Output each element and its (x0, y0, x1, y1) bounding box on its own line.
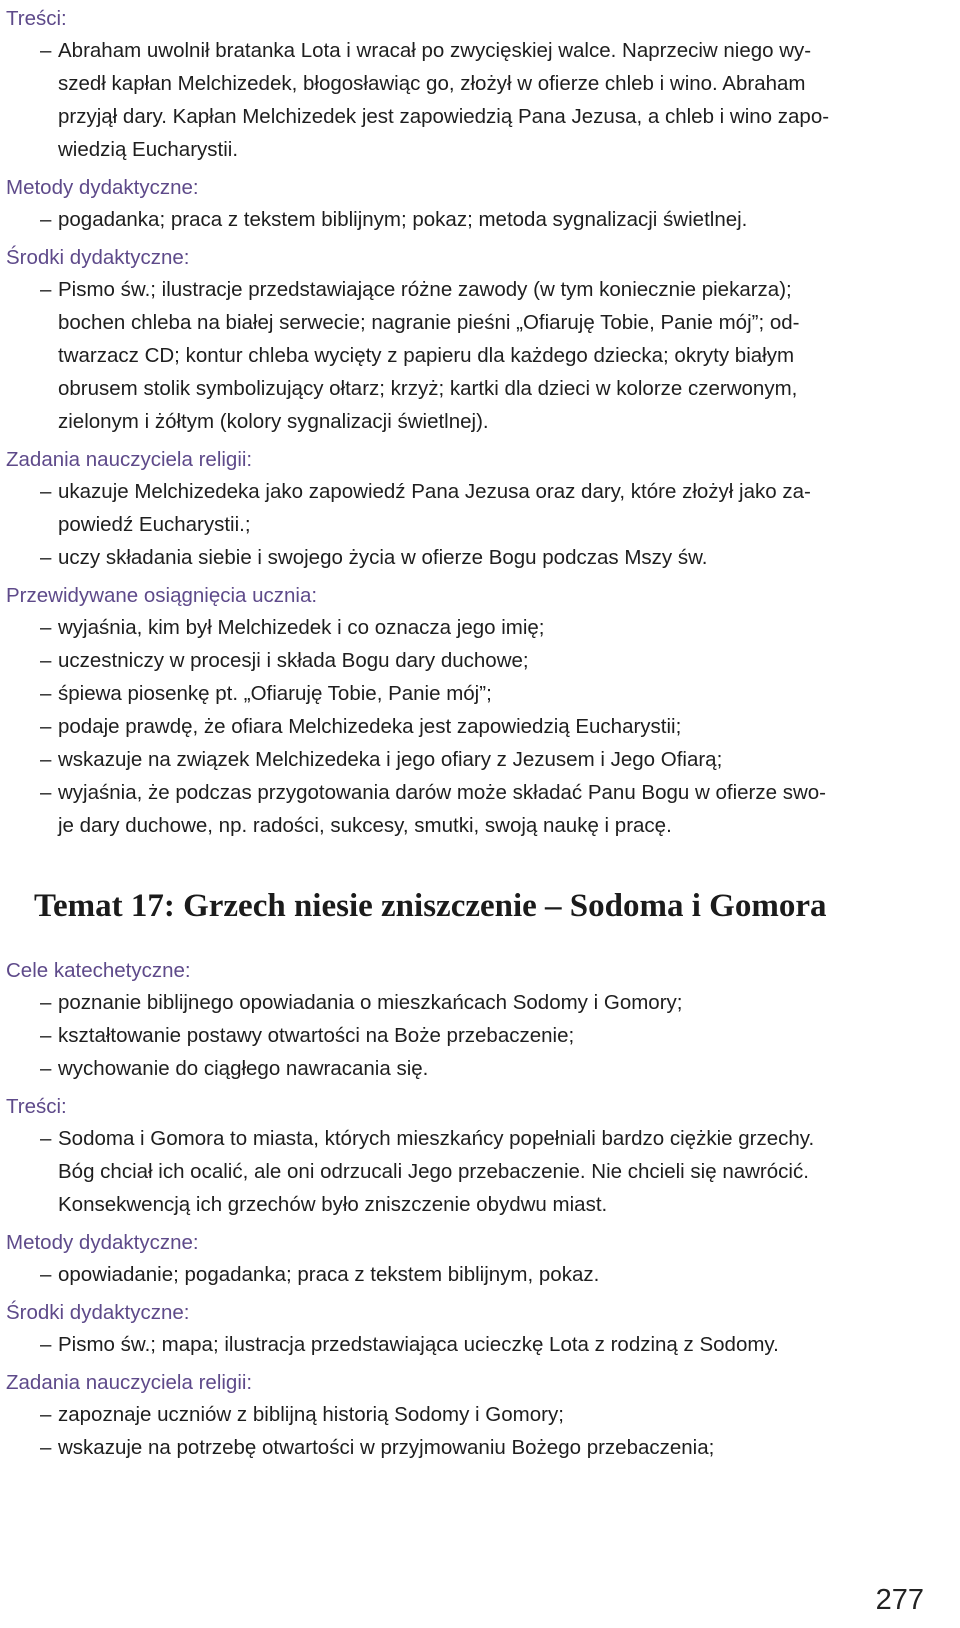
dash-marker: – (40, 715, 52, 738)
list-item (6, 743, 946, 776)
section-cele (6, 956, 946, 1085)
document-page (6, 4, 946, 1471)
dash-marker: – (40, 616, 52, 639)
text-line: wskazuje na związek Melchizedeka i jego ofiary z Jezusem i Jego Ofiarą; (58, 748, 723, 771)
text-line: powiedź Eucharystii.; (58, 513, 251, 536)
section-heading: Treści: (6, 7, 67, 30)
dash-marker: – (40, 1333, 52, 1356)
list-item (6, 541, 946, 574)
section-tresci-2 (6, 1092, 946, 1221)
section-srodki-2 (6, 1298, 946, 1361)
section-heading: Metody dydaktyczne: (6, 176, 199, 199)
section-heading: Cele katechetyczne: (6, 959, 191, 982)
list-item (6, 611, 946, 644)
dash-marker: – (40, 682, 52, 705)
list-item (6, 776, 946, 842)
text-line: Bóg chciał ich ocalić, ale oni odrzucali Jego przebaczenie. Nie chcieli się nawrócić. (58, 1160, 809, 1183)
list-item (6, 1122, 946, 1221)
text-line: Abraham uwolnił bratanka Lota i wracał po zwycięskiej walce. Naprzeciw niego wy- (58, 39, 812, 62)
list-item (6, 644, 946, 677)
section-heading: Środki dydaktyczne: (6, 246, 190, 269)
section-heading: Zadania nauczyciela religii: (6, 1371, 253, 1394)
text-line: opowiadanie; pogadanka; praca z tekstem biblijnym, pokaz. (58, 1263, 600, 1286)
section-heading: Przewidywane osiągnięcia ucznia: (6, 584, 318, 607)
text-line: kształtowanie postawy otwartości na Boże przebaczenie; (58, 1024, 575, 1047)
dash-marker: – (40, 748, 52, 771)
text-line: obrusem stolik symbolizujący ołtarz; krzyż; kartki dla dzieci w kolorze czerwonym, (58, 377, 798, 400)
dash-marker: – (40, 1024, 52, 1047)
section-heading: Zadania nauczyciela religii: (6, 448, 253, 471)
section-heading: Środki dydaktyczne: (6, 1301, 190, 1324)
page-number: 277 (875, 1584, 924, 1616)
dash-marker: – (40, 480, 52, 503)
section-tresci (6, 4, 946, 166)
list-item (6, 1398, 946, 1431)
list-item (6, 1052, 946, 1085)
text-line: Sodoma i Gomora to miasta, których mieszkańcy popełniali bardzo ciężkie grzechy. (58, 1127, 815, 1150)
text-line: je dary duchowe, np. radości, sukcesy, smutki, swoją naukę i pracę. (58, 814, 672, 837)
dash-marker: – (40, 278, 52, 301)
section-srodki (6, 243, 946, 438)
list-item (6, 710, 946, 743)
text-line: podaje prawdę, że ofiara Melchizedeka jest zapowiedzią Eucharystii; (58, 715, 682, 738)
section-zadania (6, 445, 946, 574)
list-item (6, 475, 946, 541)
dash-marker: – (40, 546, 52, 569)
text-line: poznanie biblijnego opowiadania o mieszkańcach Sodomy i Gomory; (58, 991, 683, 1014)
list-item (6, 1328, 946, 1361)
section-metody-2 (6, 1228, 946, 1291)
dash-marker: – (40, 208, 52, 231)
dash-marker: – (40, 649, 52, 672)
dash-marker: – (40, 1057, 52, 1080)
text-line: uczy składania siebie i swojego życia w ofierze Bogu podczas Mszy św. (58, 546, 708, 569)
dash-marker: – (40, 1127, 52, 1150)
text-line: zielonym i żółtym (kolory sygnalizacji świetlnej). (58, 410, 489, 433)
list-item (6, 34, 946, 166)
list-item (6, 1431, 946, 1464)
list-item (6, 203, 946, 236)
text-line: uczestniczy w procesji i składa Bogu dary duchowe; (58, 649, 529, 672)
dash-marker: – (40, 1403, 52, 1426)
text-line: przyjął dary. Kapłan Melchizedek jest zapowiedzią Pana Jezusa, a chleb i wino zapo- (58, 105, 830, 128)
text-line: bochen chleba na białej serwecie; nagranie pieśni „Ofiaruję Tobie, Panie mój”; od- (58, 311, 800, 334)
text-line: wychowanie do ciągłego nawracania się. (58, 1057, 429, 1080)
dash-marker: – (40, 991, 52, 1014)
text-line: Konsekwencją ich grzechów było zniszczenie obydwu miast. (58, 1193, 608, 1216)
text-line: wiedzią Eucharystii. (58, 138, 239, 161)
section-metody (6, 173, 946, 236)
dash-marker: – (40, 1263, 52, 1286)
list-item (6, 1019, 946, 1052)
dash-marker: – (40, 781, 52, 804)
topic-title: Temat 17: Grzech niesie zniszczenie – Sodoma i Gomora (34, 888, 827, 924)
dash-marker: – (40, 39, 52, 62)
section-osiagniecia (6, 581, 946, 842)
text-line: szedł kapłan Melchizedek, błogosławiąc go, złożył w ofierze chleb i wino. Abraham (58, 72, 806, 95)
section-heading: Metody dydaktyczne: (6, 1231, 199, 1254)
text-line: pogadanka; praca z tekstem biblijnym; pokaz; metoda sygnalizacji świetlnej. (58, 208, 748, 231)
text-line: Pismo św.; ilustracje przedstawiające różne zawody (w tym koniecznie piekarza); (58, 278, 792, 301)
text-line: śpiewa piosenkę pt. „Ofiaruję Tobie, Panie mój”; (58, 682, 492, 705)
section-heading: Treści: (6, 1095, 67, 1118)
text-line: twarzacz CD; kontur chleba wycięty z papieru dla każdego dziecka; okryty białym (58, 344, 795, 367)
list-item (6, 273, 946, 438)
dash-marker: – (40, 1436, 52, 1459)
list-item (6, 1258, 946, 1291)
text-line: zapoznaje uczniów z biblijną historią Sodomy i Gomory; (58, 1403, 564, 1426)
text-line: wyjaśnia, że podczas przygotowania darów może składać Panu Bogu w ofierze swo- (58, 781, 826, 804)
text-line: Pismo św.; mapa; ilustracja przedstawiająca ucieczkę Lota z rodziną z Sodomy. (58, 1333, 779, 1356)
text-line: wskazuje na potrzebę otwartości w przyjmowaniu Bożego przebaczenia; (58, 1436, 715, 1459)
text-line: wyjaśnia, kim był Melchizedek i co oznacza jego imię; (58, 616, 545, 639)
list-item (6, 986, 946, 1019)
section-zadania-2 (6, 1368, 946, 1464)
text-line: ukazuje Melchizedeka jako zapowiedź Pana Jezusa oraz dary, które złożył jako za- (58, 480, 811, 503)
list-item (6, 677, 946, 710)
